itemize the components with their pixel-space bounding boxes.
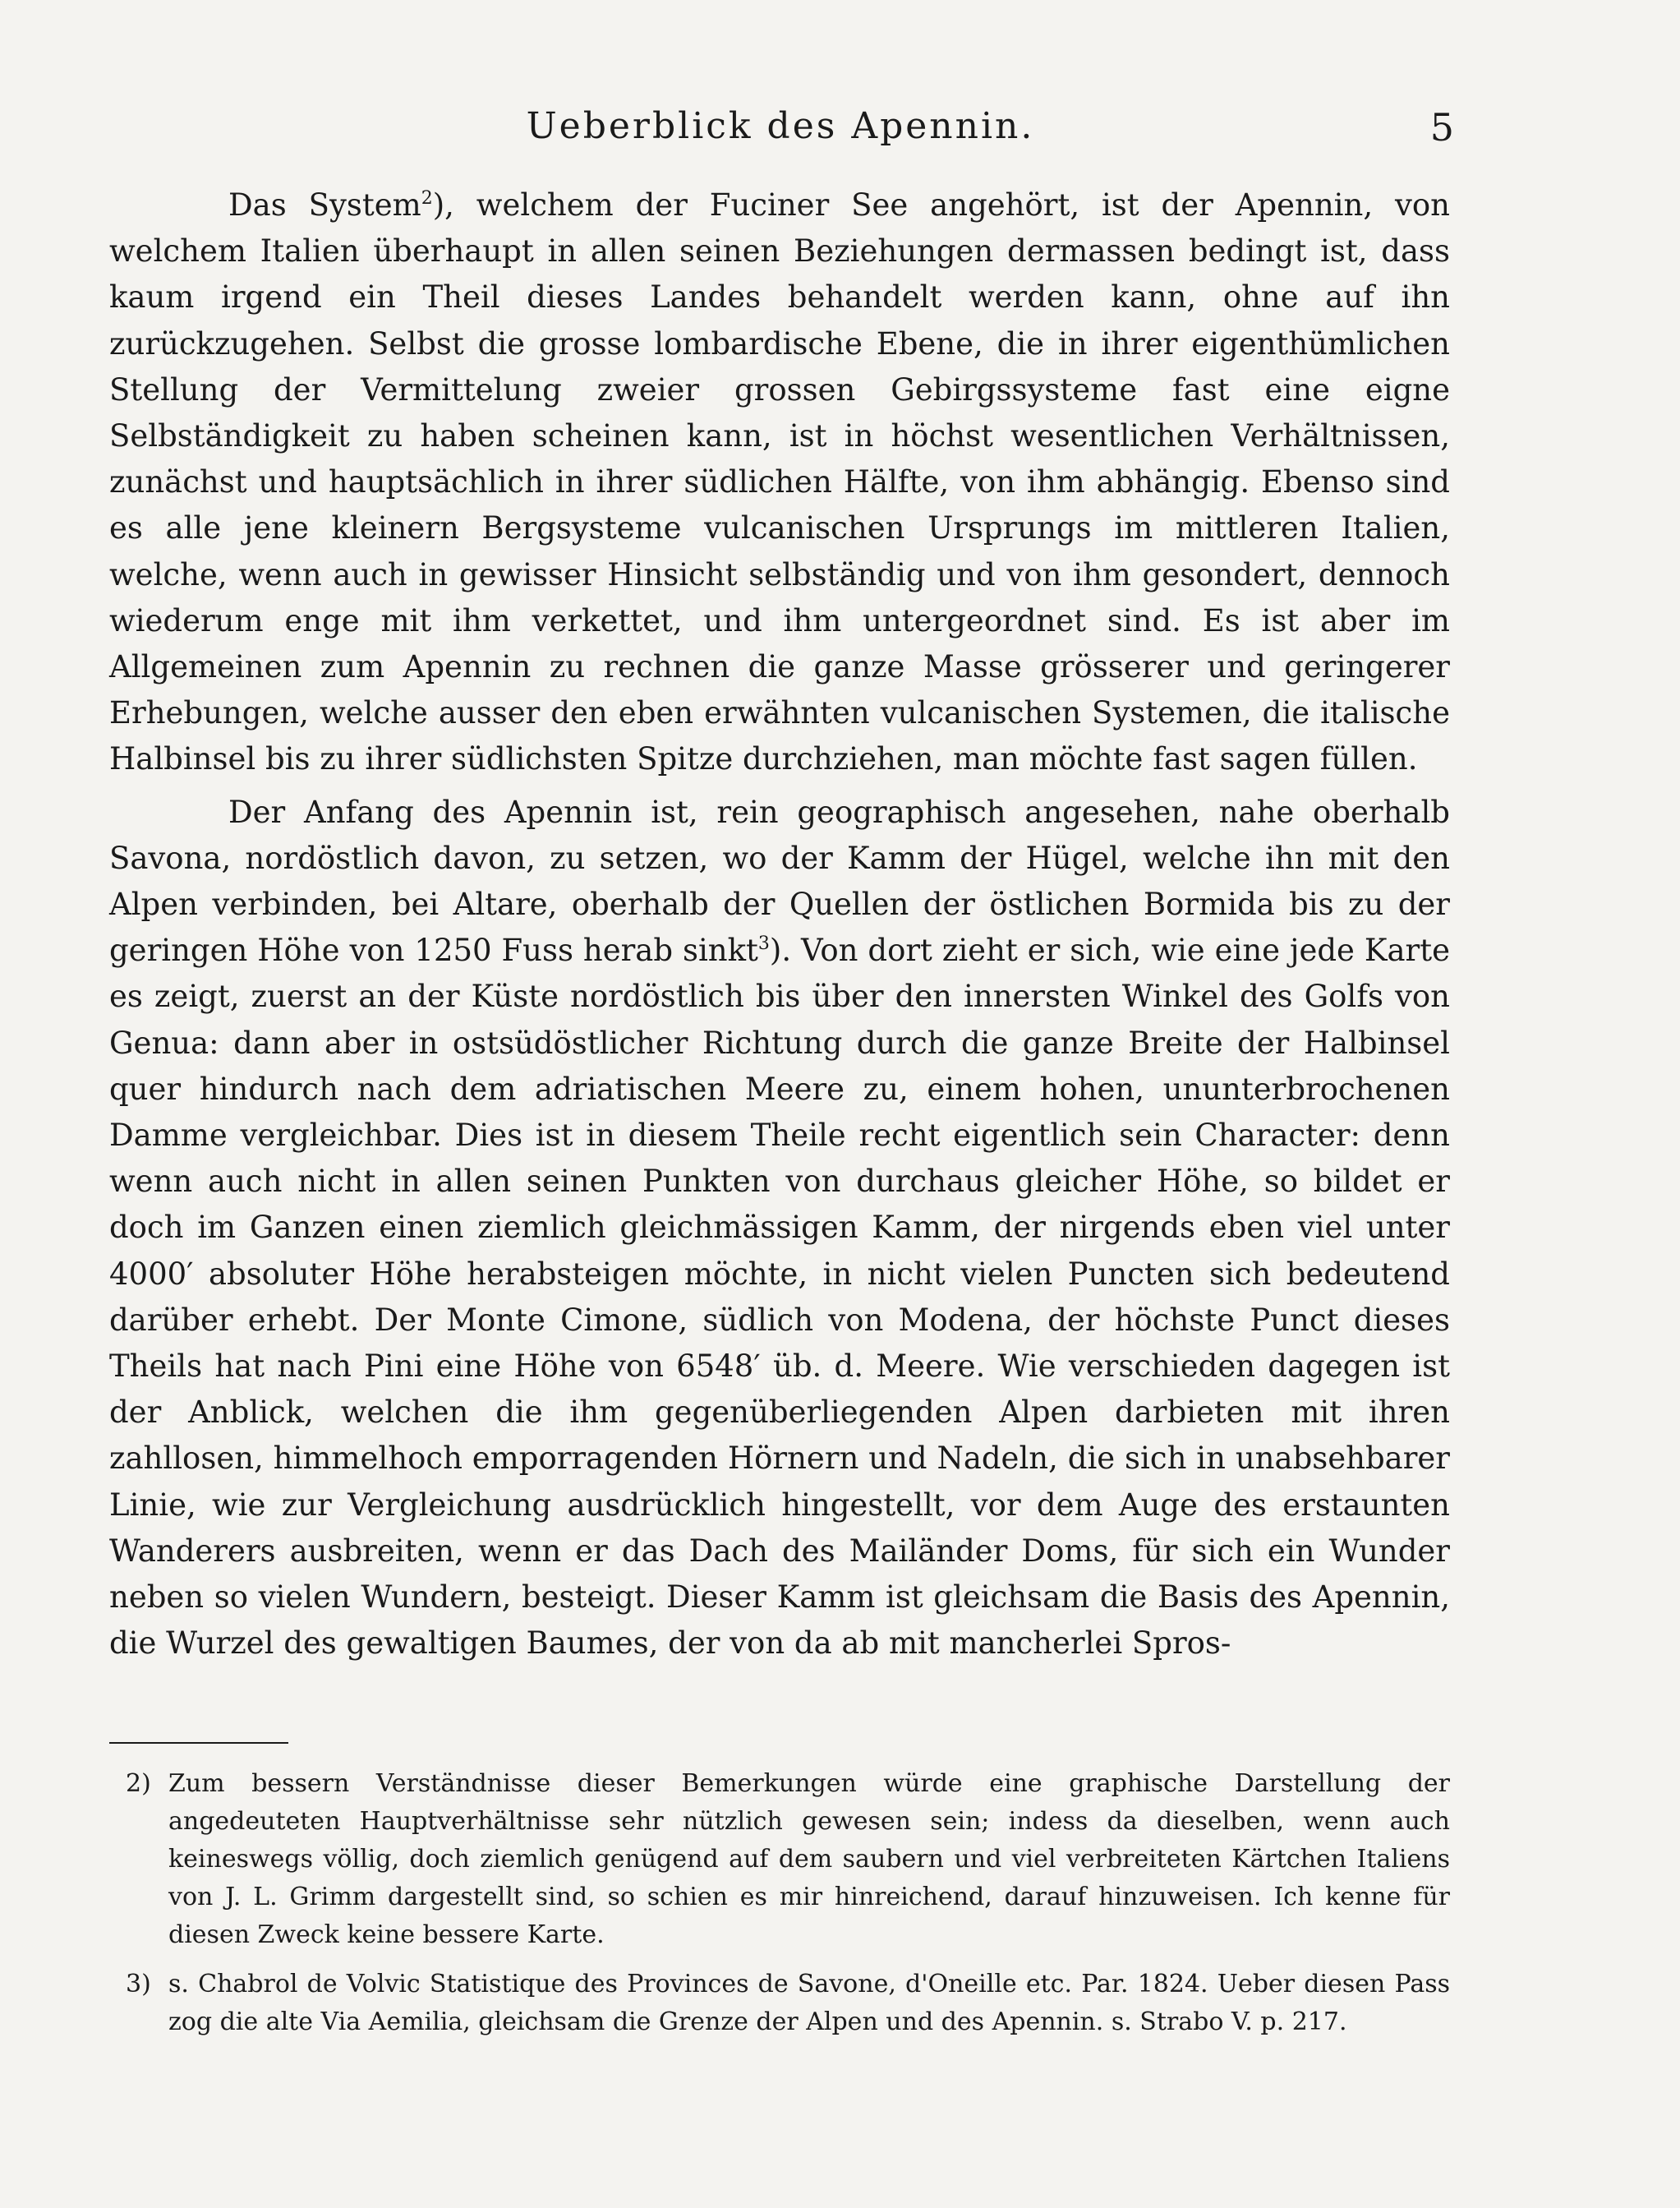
footnote-mark: 3) <box>126 1970 151 1998</box>
footnote-text: Zum bessern Verständnisse dieser Bemerkungen würde eine graphische Darstellung der angedeuteten Hauptverhältnisse sehr nützlich gewesen sein; indess da dieselben, wenn auch keineswegs völlig, doch ziemlich genügend auf dem saubern und viel verbreiteten Kärtchen Italiens von J. L. Grimm dargestellt sind, so schien es mir hinreichend, darauf hinzuweisen. Ich kenne für diesen Zweck keine bessere Karte. <box>168 1769 1450 1949</box>
page-number: 5 <box>1429 105 1454 150</box>
page-header <box>107 105 1454 163</box>
paragraph-text: ), welchem der Fuciner See angehört, ist der Apennin, von welchem Italien überhaupt in allen seinen Beziehungen dermassen bedingt ist, dass kaum irgend ein Theil dieses Landes behandelt werden kann, ohne auf ihn zurückzugehen. Selbst die grosse lombardische Ebene, die in ihrer eigenthümlichen Stellung der Vermittelung zweier grossen Gebirgssysteme fast eine eigne Selbständigkeit zu haben scheinen kann, ist in höchst wesentlichen Verhältnissen, zunächst und hauptsächlich in ihrer südlichen Hälfte, von ihm abhängig. Ebenso sind es alle jene kleinern Bergsysteme vulcanischen Ursprungs im mittleren Italien, welche, wenn auch in gewisser Hinsicht selbständig und von ihm gesondert, dennoch wiederum enge mit ihm verkettet, und ihm untergeordnet sind. Es ist aber im Allgemeinen zum Apennin zu rechnen die ganze Masse grösserer und geringerer Erhebungen, welche ausser den eben erwähnten vulcanischen Systemen, die italische Halbinsel bis zu ihrer südlichsten Spitze durchziehen, man möchte fast sagen füllen. <box>109 187 1451 777</box>
main-text <box>109 182 1450 1667</box>
paragraph-text: Das System <box>228 187 421 223</box>
footnote-reference: 2 <box>421 188 433 209</box>
paragraph <box>109 182 1450 783</box>
footnote <box>109 1966 1450 2041</box>
footnote <box>109 1765 1450 1954</box>
paragraph-text: Der Anfang des Apennin ist, rein geographisch angesehen, nahe oberhalb Savona, nordöstlich davon, zu setzen, wo der Kamm der Hügel, welche ihn mit den Alpen verbinden, bei Altare, oberhalb der Quellen der östlichen Bormida bis zu der geringen Höhe von 1250 Fuss herab sinkt <box>109 794 1450 969</box>
paragraph-text: ). Von dort zieht er sich, wie eine jede Karte es zeigt, zuerst an der Küste nordöstlich bis über den innersten Winkel des Golfs von Genua: dann aber in ostsüdöstlicher Richtung durch die ganze Breite der Halbinsel quer hindurch nach dem adriatischen Meere zu, einem hohen, ununterbrochenen Damme vergleichbar. Dies ist in diesem Theile recht eigentlich sein Character: denn wenn auch nicht in allen seinen Punkten von durchaus gleicher Höhe, so bildet er doch im Ganzen einen ziemlich gleichmässigen Kamm, der nirgends eben viel unter 4000′ absoluter Höhe herabsteigen möchte, in nicht vielen Puncten sich bedeutend darüber erhebt. Der Monte Cimone, südlich von Modena, der höchste Punct dieses Theils hat nach Pini eine Höhe von 6548′ üb. d. Meere. Wie verschieden dagegen ist der Anblick, welchen die ihm gegenüberliegenden Alpen darbieten mit ihren zahllosen, himmelhoch emporragenden Hörnern und Nadeln, die sich in unabsehbarer Linie, wie zur Vergleichung ausdrücklich hingestellt, vor dem Auge des erstaunten Wanderers ausbreiten, wenn er das Dach des Mailänder Doms, für sich ein Wunder neben so vielen Wundern, besteigt. Dieser Kamm ist gleichsam die Basis des Apennin, die Wurzel des gewaltigen Baumes, der von da ab mit mancherlei Spros- <box>109 933 1450 1662</box>
footnotes <box>109 1765 1450 2041</box>
footnote-mark: 2) <box>126 1769 151 1798</box>
running-title: Ueberblick des Apennin. <box>526 105 1035 147</box>
footnote-divider <box>109 1742 288 1744</box>
footnote-reference: 3 <box>757 933 770 955</box>
paragraph <box>109 790 1450 1667</box>
footnote-text: s. Chabrol de Volvic Statistique des Provinces de Savone, d'Oneille etc. Par. 1824. Ueber diesen Pass zog die alte Via Aemilia, gleichsam die Grenze der Alpen und des Apennin. s. Strabo V. p. 217. <box>168 1970 1450 2036</box>
